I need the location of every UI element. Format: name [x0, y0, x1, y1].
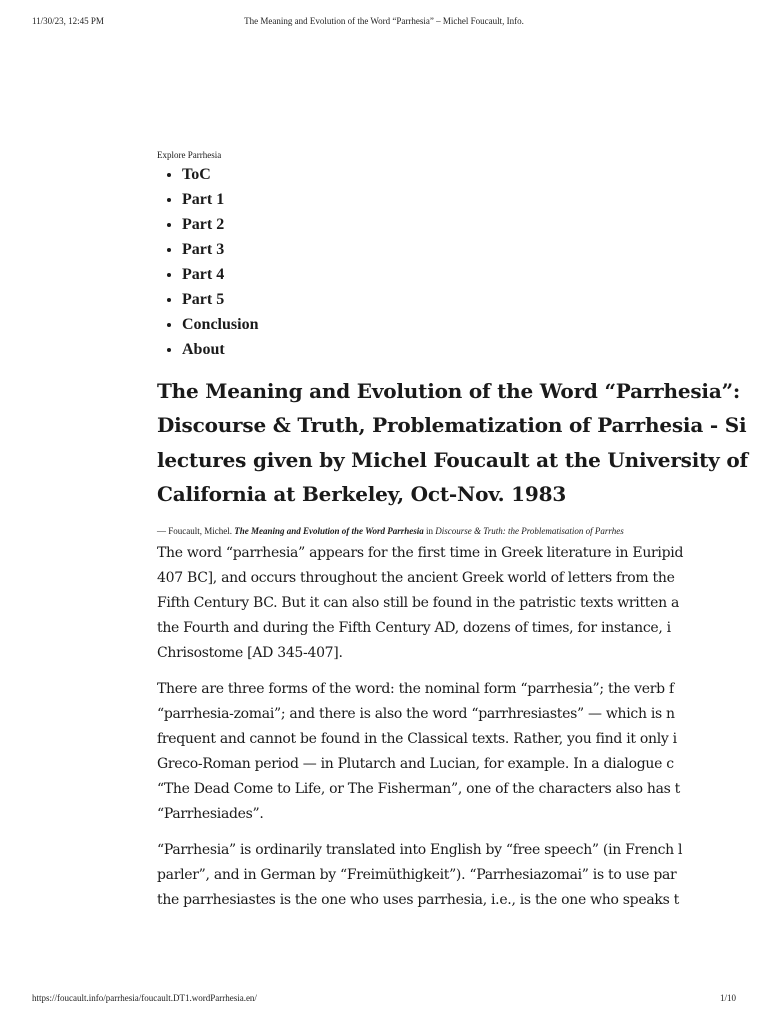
- nav-item-part-2[interactable]: • Part 2: [182, 212, 680, 237]
- text-line: the Fourth and during the Fifth Century AD, dozens of times, for instance, i: [157, 620, 671, 637]
- title-line: Discourse & Truth, Problematization of Parrhesia - Si: [157, 413, 747, 438]
- nav-item-part-5[interactable]: • Part 5: [182, 287, 680, 312]
- citation-prefix: — Foucault, Michel.: [157, 526, 232, 537]
- text-line: “parrhesia-zomai”; and there is also the word “parrhresiastes” — which is n: [157, 706, 675, 723]
- print-datetime: 11/30/23, 12:45 PM: [32, 16, 104, 26]
- nav-item-part-4[interactable]: • Part 4: [182, 262, 680, 287]
- text-line: Fifth Century BC. But it can also still be found in the patristic texts written a: [157, 595, 680, 612]
- text-line: the parrhesiastes is the one who uses parrhesia, i.e., is the one who speaks t: [157, 892, 679, 909]
- nav-list: [157, 162, 680, 362]
- page-number: 1/10: [719, 993, 736, 1003]
- text-line: 407 BC], and occurs throughout the ancient Greek world of letters from the: [157, 570, 675, 587]
- text-line: frequent and cannot be found in the Classical texts. Rather, you find it only i: [157, 731, 677, 748]
- nav-item-about[interactable]: • About: [182, 337, 680, 362]
- print-url: https://foucault.info/parrhesia/foucault.DT1.wordParrhesia.en/: [32, 993, 257, 1003]
- text-line: The word “parrhesia” appears for the first time in Greek literature in Euripid: [157, 545, 684, 562]
- nav-item-part-3[interactable]: • Part 3: [182, 237, 680, 262]
- text-line: “Parrhesiades”.: [157, 806, 264, 823]
- nav-label: Explore Parrhesia: [157, 150, 222, 160]
- page-content: [157, 150, 748, 924]
- text-line: parler”, and in German by “Freimüthigkeit”). “Parrhesiazomai” is to use par: [157, 867, 677, 884]
- text-line: “Parrhesia” is ordinarily translated into English by “free speech” (in French l: [157, 842, 683, 859]
- nav-item-toc[interactable]: • ToC: [182, 162, 680, 187]
- text-line: “The Dead Come to Life, or The Fisherman”, one of the characters also has t: [157, 781, 680, 798]
- citation: [157, 525, 680, 537]
- title-line: California at Berkeley, Oct-Nov. 1983: [157, 481, 567, 506]
- paragraph-3: [157, 838, 683, 913]
- text-line: Greco-Roman period — in Plutarch and Lucian, for example. In a dialogue c: [157, 756, 674, 773]
- citation-work: The Meaning and Evolution of the Word Parrhesia: [234, 526, 424, 537]
- title-line: The Meaning and Evolution of the Word “Parrhesia”:: [157, 379, 741, 403]
- text-line: Chrisostome [AD 345-407].: [157, 645, 343, 662]
- article-title: [157, 374, 748, 511]
- nav-item-part-1[interactable]: • Part 1: [182, 187, 680, 212]
- paragraph-1: [157, 541, 684, 666]
- citation-connector: in: [425, 526, 433, 537]
- print-page-title: The Meaning and Evolution of the Word “Parrhesia” – Michel Foucault, Info.: [244, 16, 524, 26]
- paragraph-2: [157, 677, 680, 827]
- citation-source: Discourse & Truth: the Problematisation of Parrhes: [435, 526, 624, 537]
- nav-item-conclusion[interactable]: • Conclusion: [182, 312, 680, 337]
- title-line: lectures given by Michel Foucault at the University of: [157, 447, 748, 472]
- text-line: There are three forms of the word: the nominal form “parrhesia”; the verb f: [157, 681, 674, 698]
